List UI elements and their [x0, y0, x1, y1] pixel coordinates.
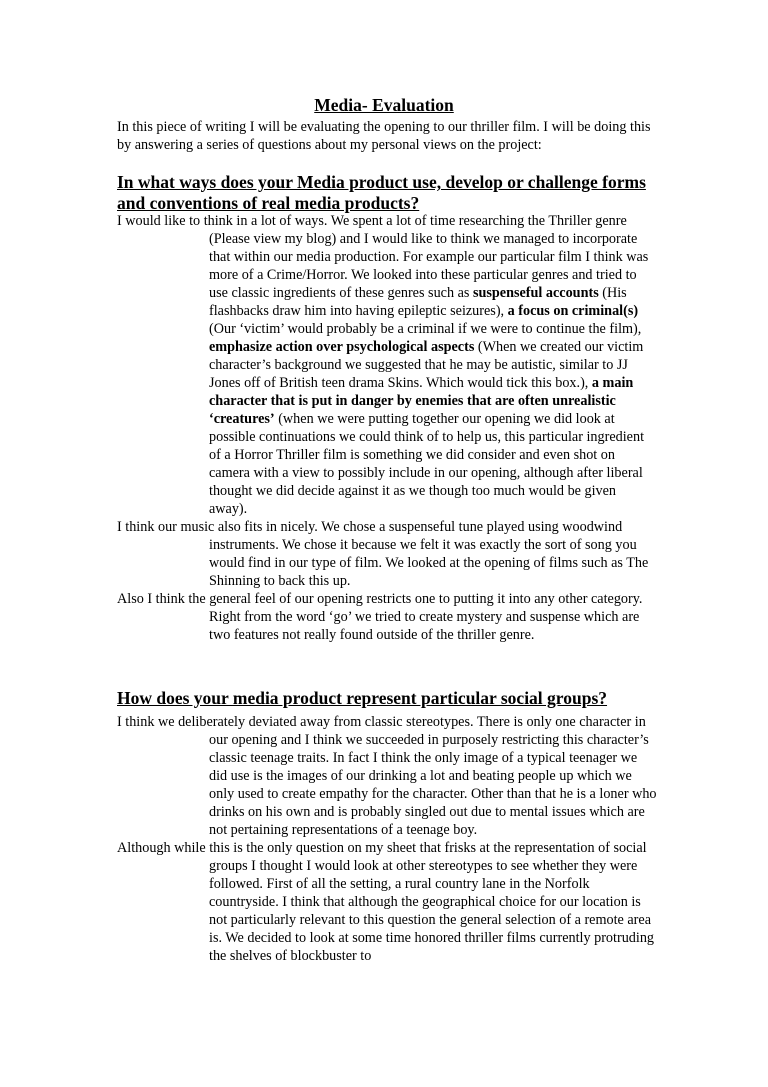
emphasis-action: emphasize action over psychological aspects — [209, 339, 475, 355]
page-title: Media- Evaluation — [314, 95, 454, 115]
paragraph-other-stereotypes: Although while this is the only question on my sheet that frisks at the representation of social groups I thought I would look at other stereotypes to see whether they were followed. First of all the setting, a rural country lane in the Norfolk countryside. I think that although the geographical choice for our location is not particularly relevant to this question the general selection of a remote area is. We decided to look at some time honored thriller films currently protruding the shelves of blockbuster to — [117, 840, 655, 964]
paragraph-music: I think our music also fits in nicely. We chose a suspenseful tune played using woodwind instruments. We chose it because we felt it was exactly the sort of song you would find in our type of film. We looked at the opening of films such as The Shinning to back this up. — [117, 519, 649, 589]
section-body-conventions — [117, 212, 657, 644]
emphasis-main-character: a main character that is put in danger by enemies that are often unrealistic ‘creatures’ — [209, 375, 634, 427]
section-body-social-groups — [117, 713, 657, 965]
paragraph-research: I would like to think in a lot of ways. We spent a lot of time researching the Thriller genre (Please view my blog) and I would like to think we managed to incorporate that within our media production. For example our particular film I think was more of a Crime/Horror. We looked into these particular genres and tried to use classic ingredients of these genres such as suspenseful accounts (His flashbacks draw him into having epileptic seizures), a focus on criminal(s) (Our ‘victim’ would probably be a criminal if we were to continue the film), emphasize action over psychological aspects (When we created our victim character’s background we suggested that he may be autistic, similar to JJ Jones off of British teen drama Skins. Which would tick this box.), a main character that is put in danger by enemies that are often unrealistic ‘creatures’ (when we were putting together our opening we did look at possible continuations we could think of to help us, this particular ingredient of a Horror Thriller film is something we did consider and even shot on camera with a view to possibly include in our opening, although after liberal thought we did decide against it as we though too much would be given away). — [117, 213, 649, 517]
emphasis-suspenseful-accounts: suspenseful accounts — [472, 285, 599, 301]
intro-paragraph: In this piece of writing I will be evaluating the opening to our thriller film. I will be doing this by answering a series of questions about my personal views on the project: — [117, 119, 651, 153]
emphasis-focus-on-criminals: a focus on criminal(s) — [507, 303, 639, 319]
paragraph-stereotypes: I think we deliberately deviated away from classic stereotypes. There is only one character in our opening and I think we succeeded in purposely restricting this character’s classic teenage traits. In fact I think the only image of a typical teenager we did use is the images of our drinking a lot and beating people up which we only used to create empathy for the character. Other than that he is a loner who drinks on his own and is probably singled out due to mental issues which are not pertaining representations of a teenage boy. — [117, 714, 657, 838]
paragraph-general-feel: Also I think the general feel of our opening restricts one to putting it into any other category. Right from the word ‘go’ we tried to create mystery and suspense which are two features not really found outside of the thriller genre. — [117, 591, 643, 643]
section-heading-conventions: In what ways does your Media product use, develop or challenge forms and conventions of real media products? — [117, 172, 646, 213]
section-heading-social-groups: How does your media product represent particular social groups? — [117, 688, 608, 708]
